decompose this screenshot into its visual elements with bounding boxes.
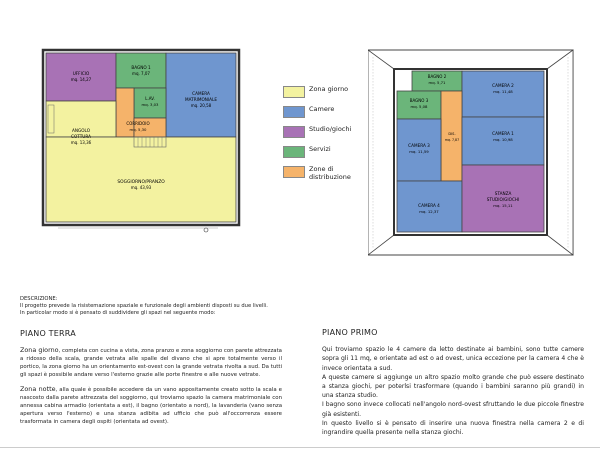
area-bagno2: mq. 5,71 [428, 80, 446, 85]
area-camera4: mq. 12,37 [419, 209, 439, 214]
section-title: PIANO PRIMO [322, 328, 378, 337]
legend-swatch [283, 126, 305, 138]
description [20, 296, 320, 317]
legend-label: Zona giorno [309, 85, 349, 93]
label-soggiorno: SOGGIORNO/PRANZO [117, 180, 165, 185]
paragraph-lead: Zona notte [20, 385, 56, 393]
legend-label: Studio/giochi [309, 125, 352, 133]
roof-right [547, 50, 573, 255]
label-studio-2: STUDIO/GIOCHI [486, 197, 520, 202]
area-camera2: mq. 11,48 [493, 89, 513, 94]
area-camera-matrimoniale: mq. 20,58 [190, 103, 212, 108]
label-bagno3: BAGNO 3 [409, 98, 429, 103]
legend-swatch [283, 86, 305, 98]
label-studio-1: STANZA [494, 191, 512, 196]
paragraph: Qui troviamo spazio le 4 camere da letto destinate ai bambini, sono tutte camere sopra gli 11 mq, e orientate ad est o ad ovest, unica eccezione per la camera 4 che è invece orientata a sud. [322, 346, 584, 372]
roof-left [368, 50, 394, 255]
label-camera4: CAMERA 4 [418, 203, 440, 208]
column [204, 228, 208, 232]
room-disimpegno [441, 91, 462, 181]
area-lav: mq. 3,03 [141, 102, 159, 107]
room-camera2 [462, 71, 544, 117]
paragraph [20, 346, 282, 379]
paragraph-lead: Zona giorno [20, 346, 59, 354]
label-ufficio: UFFICIO [72, 71, 90, 76]
legend-item-servizi [283, 144, 363, 160]
ground-floor-plan [38, 45, 248, 235]
area-bagno1: mq. 7,07 [132, 71, 150, 76]
label-bagno2: BAGNO 2 [427, 74, 447, 79]
section-piano-primo [322, 328, 584, 437]
section-title: PIANO TERRA [20, 329, 76, 338]
description-line1: Il progetto prevede la risistemazione spaziale e funzionale degli ambienti disposti su due livelli. [20, 303, 268, 309]
paragraph-text: , alla quale è possibile accedere da un vano appositamente creato sotto la scala e nascosto dalla parete attrezzata del soggiorno, qui troviamo spazio la camera matrimoniale con annessa cabina armadio (orientata a est), il bagno (orientato a nord), la lavanderia (vano senza apertura verso l'esterno) e una stanza adibita ad ufficio che può all'occorrenza essere trasformata in camera degli ospiti (orientata ad ovest). [20, 387, 282, 425]
legend-swatch [283, 106, 305, 118]
area-ufficio: mq. 14,27 [70, 77, 92, 82]
label-angolo-cottura-1: ANGOLO [71, 128, 91, 133]
label-lav: L.AV. [145, 96, 155, 101]
legend-label: Servizi [309, 145, 331, 153]
paragraph-text: , completa con cucina a vista, zona pranzo e zona soggiorno con parete attrezzata a ridosso della scala, grande vetrata alle spalle del divano che si apre totalmente verso il portico, la zona giorno ha un orientamento est-ovest con la grande vetrata rivolta a sud. Da tutti gli spazi è possibile andare verso l'esterno grazie alle porte finestre e alle nuove vetrate. [20, 348, 282, 378]
legend-label: Camere [309, 105, 335, 113]
label-disimpegno: DIS. [448, 132, 456, 136]
label-camera3: CAMERA 3 [408, 143, 430, 148]
area-camera3: mq. 11,59 [409, 149, 429, 154]
area-studio: mq. 15,11 [493, 203, 513, 208]
label-corridoio: CORRIDOIO [126, 121, 150, 126]
legend-item-camere [283, 104, 363, 120]
bottom-divider [0, 447, 600, 448]
legend-label: Zone di distribuzione [309, 165, 351, 181]
label-camera-matrimoniale-1: CAMERA [192, 91, 210, 96]
label-bagno1: BAGNO 1 [131, 65, 151, 70]
label-angolo-cottura-2: COTTURA [71, 134, 91, 139]
paragraph: I bagno sono invece collocati nell'angolo nord-ovest sfruttando le due piccole finestre già esistenti. [322, 401, 584, 418]
description-title: DESCRIZIONE: [20, 296, 58, 302]
legend-item-zona-giorno [283, 84, 363, 100]
area-disimpegno: mq. 7,87 [444, 138, 460, 142]
legend-swatch [283, 166, 305, 178]
area-angolo-cottura: mq. 13,36 [70, 140, 92, 145]
area-corridoio: mq. 5,30 [129, 127, 147, 132]
first-floor-plan [368, 45, 578, 260]
legend-item-studio [283, 124, 363, 140]
legend [283, 84, 363, 188]
section-piano-terra [20, 330, 282, 432]
description-line2: In particolar modo si è pensato di suddividere gli spazi nel seguente modo: [20, 310, 216, 316]
area-camera1: mq. 10,98 [493, 137, 513, 142]
paragraph [20, 385, 282, 426]
paragraph: A queste camere si aggiunge un altro spazio molto grande che può essere destinato a stanza giochi, per poterlsi trasformare (quando i bambini saranno più grandi) in una stanza studio. [322, 373, 584, 400]
legend-item-distribuzione [283, 164, 363, 184]
label-camera2: CAMERA 2 [492, 83, 514, 88]
label-camera-matrimoniale-2: MATRIMONIALE [185, 97, 217, 102]
legend-swatch [283, 146, 305, 158]
area-bagno3: mq. 5,08 [410, 104, 428, 109]
area-soggiorno: mq. 43,93 [130, 185, 152, 190]
label-camera1: CAMERA 1 [492, 131, 514, 136]
paragraph: In questo livello si è pensato di inserire una nuova finestra nella camera 2 e di ingrandire quella presente nella stanza giochi. [322, 419, 584, 437]
